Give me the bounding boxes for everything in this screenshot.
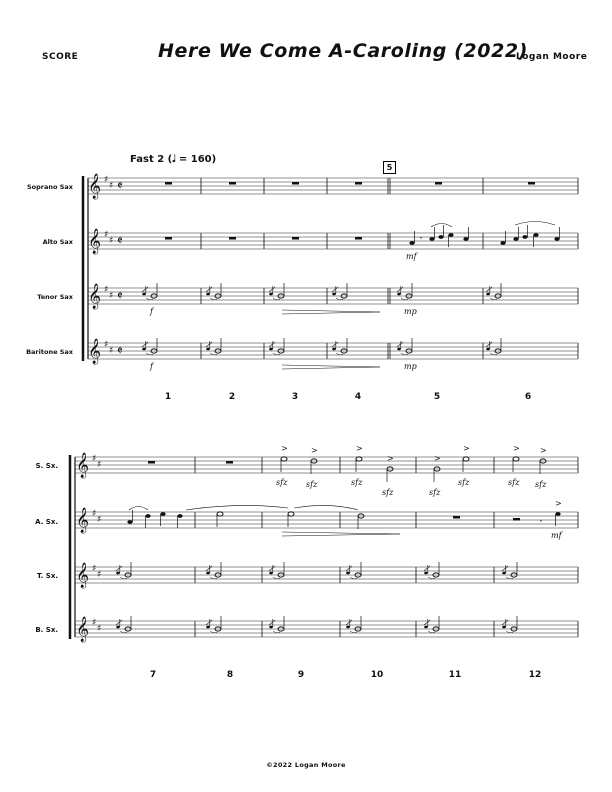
grace-slur	[350, 577, 357, 579]
grace-note	[206, 293, 210, 296]
accent-mark: >	[434, 454, 441, 463]
sharp-icon: ♯	[97, 570, 102, 580]
hairpin	[282, 365, 380, 367]
instrument-label-t-sx: T. Sx.	[36, 572, 58, 580]
grace-note	[332, 348, 336, 351]
half-note	[288, 512, 294, 516]
measure-number: 10	[370, 670, 384, 680]
grace-note	[269, 348, 273, 351]
grace-slur	[210, 577, 217, 579]
copyright-footer: ©2022 Logan Moore	[266, 761, 346, 769]
instrument-label-tenor: Tenor Sax	[37, 293, 73, 301]
quarter-note	[429, 237, 434, 241]
whole-rest	[229, 182, 236, 185]
measure-number: 8	[226, 670, 234, 680]
measure-number: 6	[524, 392, 532, 402]
whole-rest	[165, 182, 172, 185]
accent-mark: >	[281, 444, 288, 453]
grace-note	[397, 293, 401, 296]
dynamic-mp: mp	[404, 362, 417, 371]
sharp-icon: ♯	[92, 509, 97, 519]
dynamic-sfz: sfz	[508, 478, 520, 487]
quarter-note	[522, 235, 527, 239]
quarter-note	[409, 241, 414, 245]
treble-clef-icon: 𝄞	[76, 617, 90, 642]
hairpin	[282, 532, 400, 534]
measure-number: 4	[354, 392, 362, 402]
quarter-note	[127, 520, 132, 524]
whole-rest	[528, 182, 535, 185]
quarter-note	[513, 237, 518, 241]
instrument-label-b-sx: B. Sx.	[35, 626, 58, 634]
grace-note	[346, 572, 350, 575]
instrument-label-alto: Alto Sax	[42, 238, 73, 246]
grace-slur	[273, 353, 280, 355]
whole-rest	[355, 182, 362, 185]
cut-time-icon: 𝄵	[117, 234, 123, 249]
measure-number: 12	[528, 670, 542, 680]
quarter-note	[160, 512, 165, 516]
whole-rest	[453, 516, 460, 519]
score-label: SCORE	[42, 52, 79, 62]
treble-clef-icon: 𝄞	[88, 284, 102, 309]
grace-slur	[506, 577, 513, 579]
grace-slur	[490, 298, 497, 300]
grace-slur	[401, 353, 408, 355]
grace-slur	[336, 353, 343, 355]
measure-number: 11	[448, 670, 462, 680]
tempo-marking: Fast 2 (𝅗𝅥 = 160)	[130, 154, 217, 165]
grace-slur	[428, 577, 435, 579]
sharp-icon: ♯	[104, 175, 109, 185]
grace-note	[206, 626, 210, 629]
whole-rest	[229, 237, 236, 240]
grace-slur	[401, 298, 408, 300]
accent-mark: >	[387, 454, 394, 463]
grace-slur	[428, 631, 435, 633]
accent-mark: >	[540, 446, 547, 455]
sharp-icon: ♯	[104, 230, 109, 240]
half-note	[281, 457, 287, 461]
grace-note	[206, 348, 210, 351]
sharp-icon: ♯	[104, 340, 109, 350]
accent-mark: >	[356, 444, 363, 453]
grace-slur	[506, 631, 513, 633]
whole-rest	[292, 237, 299, 240]
grace-note	[486, 293, 490, 296]
dynamic-sfz: sfz	[458, 478, 470, 487]
grace-slur	[210, 298, 217, 300]
dynamic-sfz: sfz	[429, 488, 441, 497]
hairpin	[282, 310, 380, 312]
tie	[294, 505, 358, 510]
whole-rest	[292, 182, 299, 185]
quarter-note	[554, 237, 559, 241]
grace-slur	[490, 353, 497, 355]
grace-note	[486, 348, 490, 351]
hairpin	[282, 312, 380, 314]
dynamic-f: f	[150, 362, 153, 371]
accent-mark: >	[555, 499, 562, 508]
sharp-icon: ♯	[109, 181, 114, 191]
grace-slur	[273, 298, 280, 300]
eighth-rest-icon: 𝄾	[420, 234, 423, 243]
dynamic-sfz: sfz	[535, 480, 547, 489]
sharp-icon: ♯	[92, 564, 97, 574]
grace-note	[269, 626, 273, 629]
instrument-label-a-sx: A. Sx.	[35, 518, 58, 526]
eighth-rest-icon: 𝄾	[540, 517, 543, 526]
cut-time-icon: 𝄵	[117, 179, 123, 194]
quarter-note	[533, 233, 538, 237]
hairpin	[282, 367, 380, 369]
grace-slur	[120, 631, 127, 633]
grace-note	[269, 293, 273, 296]
quarter-note	[145, 514, 150, 518]
cut-time-icon: 𝄵	[117, 344, 123, 359]
cut-time-icon: 𝄵	[117, 289, 123, 304]
composer-name: Logan Moore	[516, 52, 588, 62]
quarter-note	[463, 237, 468, 241]
sharp-icon: ♯	[104, 285, 109, 295]
hairpin	[282, 534, 400, 536]
sharp-icon: ♯	[109, 236, 114, 246]
page-title: Here We Come A-Caroling (2022)	[158, 40, 528, 62]
whole-rest	[226, 461, 233, 464]
dynamic-mp: mp	[404, 307, 417, 316]
instrument-label-baritone: Baritone Sax	[26, 348, 73, 356]
measure-number: 1	[164, 392, 172, 402]
accent-mark: >	[311, 446, 318, 455]
half-note	[356, 457, 362, 461]
dynamic-sfz: sfz	[276, 478, 288, 487]
treble-clef-icon: 𝄞	[76, 508, 90, 533]
measure-number: 3	[291, 392, 299, 402]
grace-note	[424, 572, 428, 575]
dynamic-f: f	[150, 307, 153, 316]
measure-number: 5	[433, 392, 441, 402]
treble-clef-icon: 𝄞	[88, 229, 102, 254]
grace-slur	[210, 631, 217, 633]
dynamic-sfz: sfz	[351, 478, 363, 487]
sharp-icon: ♯	[109, 291, 114, 301]
quarter-note	[177, 514, 182, 518]
grace-note	[346, 626, 350, 629]
accent-mark: >	[463, 444, 470, 453]
half-rest	[513, 518, 520, 521]
accent-mark: >	[513, 444, 520, 453]
grace-note	[142, 348, 146, 351]
sharp-icon: ♯	[92, 454, 97, 464]
sharp-icon: ♯	[97, 460, 102, 470]
treble-clef-icon: 𝄞	[76, 563, 90, 588]
rehearsal-mark: 5	[383, 161, 396, 174]
slur	[129, 507, 148, 511]
sharp-icon: ♯	[109, 346, 114, 356]
measure-number: 2	[228, 392, 236, 402]
measure-number: 9	[297, 670, 305, 680]
grace-slur	[350, 631, 357, 633]
grace-note	[424, 626, 428, 629]
whole-rest	[148, 461, 155, 464]
quarter-note	[500, 241, 505, 245]
grace-note	[116, 626, 120, 629]
grace-slur	[210, 353, 217, 355]
whole-rest	[355, 237, 362, 240]
grace-note	[206, 572, 210, 575]
quarter-note	[555, 512, 560, 516]
grace-note	[269, 572, 273, 575]
measure-number: 7	[149, 670, 157, 680]
sharp-icon: ♯	[97, 515, 102, 525]
dynamic-sfz: sfz	[382, 488, 394, 497]
treble-clef-icon: 𝄞	[76, 453, 90, 478]
quarter-note	[438, 235, 443, 239]
instrument-label-s-sx: S. Sx.	[35, 462, 58, 470]
grace-note	[142, 293, 146, 296]
tie	[186, 505, 288, 510]
slur	[431, 224, 452, 228]
dynamic-sfz: sfz	[306, 480, 318, 489]
grace-note	[502, 572, 506, 575]
grace-note	[502, 626, 506, 629]
treble-clef-icon: 𝄞	[88, 174, 102, 199]
grace-note	[116, 572, 120, 575]
grace-slur	[120, 577, 127, 579]
treble-clef-icon: 𝄞	[88, 339, 102, 364]
sharp-icon: ♯	[92, 618, 97, 628]
half-note	[513, 457, 519, 461]
quarter-note	[448, 233, 453, 237]
grace-slur	[336, 298, 343, 300]
half-note	[217, 512, 223, 516]
grace-slur	[146, 298, 153, 300]
grace-note	[397, 348, 401, 351]
grace-slur	[273, 631, 280, 633]
grace-slur	[273, 577, 280, 579]
slur	[515, 222, 555, 226]
grace-slur	[146, 353, 153, 355]
grace-note	[332, 293, 336, 296]
whole-rest	[165, 237, 172, 240]
dynamic-mf: mf	[406, 252, 417, 261]
whole-rest	[435, 182, 442, 185]
instrument-label-soprano: Soprano Sax	[26, 183, 73, 191]
dynamic-mf: mf	[551, 531, 562, 540]
half-note	[463, 457, 469, 461]
sharp-icon: ♯	[97, 624, 102, 634]
